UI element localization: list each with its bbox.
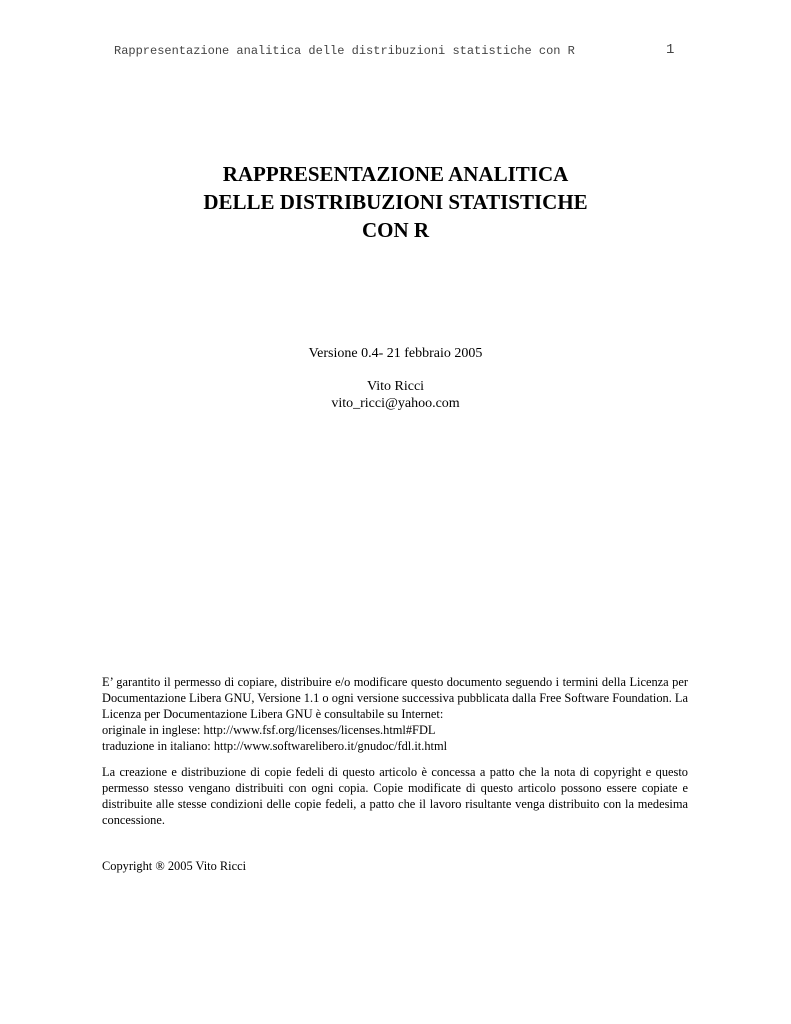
- license-notice: [102, 674, 688, 754]
- copying-paragraph: La creazione e distribuzione di copie fedeli di questo articolo è concessa a patto che la nota di copyright e questo permesso stesso vengano distribuiti con ogni copia. Copie modificate di questo articolo possono essere copiate e distribuite alle stesse condizioni delle copie fedeli, a patto che il lavoro risultante venga distribuito con la medesima concessione.: [102, 765, 688, 827]
- license-original-link: originale in inglese: http://www.fsf.org/licenses/licenses.html#FDL: [102, 723, 436, 737]
- license-paragraph: E’ garantito il permesso di copiare, distribuire e/o modificare questo documento seguendo i termini della Licenza per Documentazione Libera GNU, Versione 1.1 o ogni versione successiva pubblicata dalla Free Software Foundation. La Licenza per Documentazione Libera GNU è consultabile su Internet:: [102, 675, 688, 721]
- title-line-2: DELLE DISTRIBUZIONI STATISTICHE: [203, 190, 588, 214]
- author-name: Vito Ricci: [366, 379, 425, 394]
- document-title: [0, 160, 791, 244]
- author-email: vito_ricci@yahoo.com: [331, 396, 460, 411]
- author-block: [0, 378, 791, 412]
- license-translation-link: traduzione in italiano: http://www.softwarelibero.it/gnudoc/fdl.it.html: [102, 739, 448, 753]
- version-info: [0, 345, 791, 362]
- copyright-notice: Copyright ® 2005 Vito Ricci: [102, 859, 247, 873]
- title-line-1: RAPPRESENTAZIONE ANALITICA: [222, 162, 569, 186]
- version-text: Versione 0.4- 21 febbraio 2005: [308, 346, 483, 361]
- page-number: 1: [666, 42, 675, 58]
- title-line-3: CON R: [361, 218, 430, 242]
- running-header: Rappresentazione analitica delle distribuzioni statistiche con R: [114, 44, 575, 58]
